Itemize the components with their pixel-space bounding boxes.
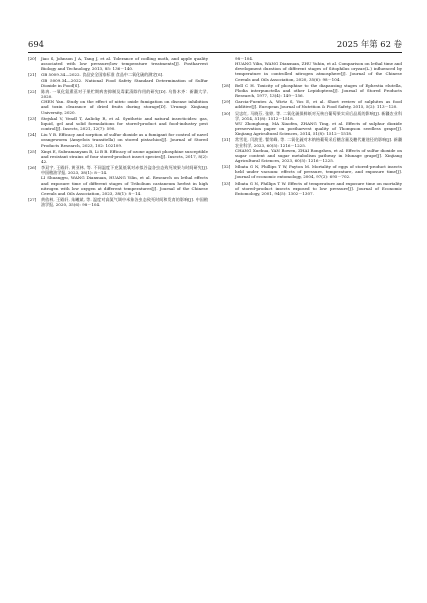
reference-number: [32] (222, 164, 231, 170)
reference-number: [26] (28, 165, 37, 171)
reference-27 (28, 197, 208, 207)
reference-translation: HUANG Yilin, WANG Dianxuan, ZHU Yuhin, et al. Comparison on lethal time and development duration of different stages of Sitophilus oryzae(L.) influenced by temperature in controlled nitrogen atmosphere[J]. Journal of the Chinese Cereals and Oils Association, 2020, 35(6): 98－104. (235, 61, 402, 82)
reference-translation: WU Zhonghong, MA Xiaofen, ZHANG Ting, et al. Effects of sulphur dioxide preservation paper on postharvest quality of Thompson seedless grape[J]. Xinjiang Agricultural Sciences, 2014, 51(8): 1512－1518. (235, 120, 402, 137)
reference-number: [33] (222, 180, 231, 186)
reference-text: 常雪花, 闫波雯, 翟荣峰, 等. 二氧化硫对木纳格葡萄采后糖含量及糖代谢途径的影响[J]. 新疆农业科学, 2023, 60(5): 1216－1225. (235, 137, 402, 148)
reference-text: 李双宇, 王殿轩, 黄亚林, 等. 不同温度下充氮低氧对赤拟谷盗各虫态致死效果与时间研究[J]. 中国粮油学报, 2023, 38(1): 8－14. (41, 165, 208, 176)
reference-number: [22] (28, 88, 37, 94)
reference-text: 陈冉. 一氧化氮熏蒸对于果贮期病害抑制及毒素清除作用的研究[D]. 乌鲁木齐：新疆大学, 2020. (41, 88, 208, 100)
page-number: 694 (28, 39, 44, 49)
reference-text: Garcia-Fuentes A, Wirtz S, Vos E, et al. Short review of sulphites as food additive[J]. European Journal of Nutrition & Food Safety, 2015, 5(2): 113－120. (235, 99, 402, 110)
reference-number: [27] (28, 197, 37, 203)
reference-column-right (222, 56, 402, 197)
reference-28 (222, 83, 402, 98)
reference-25 (28, 149, 208, 164)
reference-number: [20] (28, 56, 37, 61)
reference-24 (28, 132, 208, 147)
reference-number: [30] (222, 110, 231, 116)
reference-text: Mbata G N, Phillips T W. Effects of temperature and exposure time on mortality of stored-product insects exposed to low pressure[J]. Journal of Economic Entomology, 2001, 94(5): 1302－1307. (235, 180, 402, 196)
reference-26 (28, 165, 208, 196)
reference-29 (222, 99, 402, 109)
reference-translation: CHANG Xuehua, YAN Bowen, ZHAI Rongzhen, et al. Effects of sulfur dioxide on sugar content and sugar metabolism pathway in Munage grape[J]. Xinjiang Agricultural Sciences, 2023, 60(5): 1216－1225. (235, 147, 402, 163)
reference-text: Mbata G N, Phillips T W, Payton M. Mortality of eggs of stored-product insects held under vacuum: effects of pressure, temperature, and exposure time[J]. Journal of economic entomology, 2004, 97(2): 695－702. (235, 164, 402, 180)
reference-number: [28] (222, 82, 231, 88)
reference-number: [21] (28, 72, 37, 78)
reference-32 (222, 164, 402, 179)
page-header (28, 38, 402, 50)
reference-text: GB 5009.34—2022. 食品安全国家标准 食品中二氧化硫的测定[S]. (41, 72, 164, 78)
reference-text: Jiao S, Johnson J A, Tang J, et al. Tolerance of codling moth, and apple quality associated with low pressure/low temperature treatments[J]. Postharvest Biology and Technology, 2013, 85: 136－140. (41, 56, 208, 72)
reference-column-left (28, 56, 208, 208)
reference-text: Stejskal V, Vendl T, Aulicky R, et al. Synthetic and natural insecticides: gas, liquid, gel and solid formulations for stored-product and food-industry pest control[J]. Insects, 2021, 12(7): 590. (41, 115, 208, 132)
reference-23 (28, 116, 208, 131)
reference-31 (222, 137, 402, 163)
reference-text: 黄依林, 王殿轩, 朱曦斌, 等. 温度对高氮气调中米象各虫态致死时间和发育的影响[J]. 中国粮油学报, 2020, 35(6): 98－104. (41, 197, 208, 208)
reference-text: Xinyi E, Subramanyam B, Li B B. Efficacy of ozone against phosphine susceptible and resistant strains of four stored-product insect species[J]. Insects, 2017, 8(2): 42. (41, 148, 208, 164)
reference-33 (222, 181, 402, 196)
reference-number: [29] (222, 99, 231, 105)
journal-volume: 2025 年第 62 卷 (336, 39, 402, 49)
reference-27-continued (222, 56, 402, 82)
reference-text: Liu Y B. Efficacy and sorption of sulfur dioxide as a fumigant for control of navel orangeworm (Amyelois transitella) on stored pistachios[J]. Journal of Stored Products Research, 2023, 102: 102109. (41, 132, 208, 148)
reference-number: [25] (28, 148, 37, 154)
reference-text: 98－104. (235, 56, 254, 61)
reference-20 (28, 56, 208, 71)
reference-translation: GB 5009.34—2022. National Food Safety Standard Determination of Sulfur Dioxide in Food[S]. (41, 77, 208, 88)
reference-number: [24] (28, 132, 37, 138)
reference-translation: LI Shuangyu, WANG Dianxuan, HUANG Yilin, et al. Research on lethal effects and exposure time of different stages of Tribolium castaneum herbst in high nitrogen with low oxygen at different temperatures[J]. Journal of the Chinese Cereals and Oils Association, 2023, 38(1): 8－14. (41, 175, 208, 196)
reference-number: [31] (222, 137, 231, 143)
reference-22 (28, 89, 208, 115)
reference-text: 吴忠红, 马晓芬, 张婷, 等. 二氧化硫保鲜纸对无核白葡萄果实采后品质的影响[J]. 新疆农业科学, 2014, 51(8): 1512－1518. (235, 110, 402, 121)
reference-21 (28, 72, 208, 87)
reference-translation: CHEN Yan. Study on the effect of nitric oxide fumigation on disease inhibition and toxin clearance of dried fruits during storage[D]. Urumqi: Xinjiang University, 2020. (41, 99, 208, 115)
header-rule (28, 52, 402, 53)
reference-30 (222, 111, 402, 137)
reference-number: [23] (28, 115, 37, 121)
reference-text: Bell C H. Toxicity of phosphine to the diapausing stages of Ephestia elutella, Plodia interpunctella and other Lepidoptera[J]. Journal of Stored Products Research, 1977, 13(4): 149－156. (235, 82, 402, 99)
